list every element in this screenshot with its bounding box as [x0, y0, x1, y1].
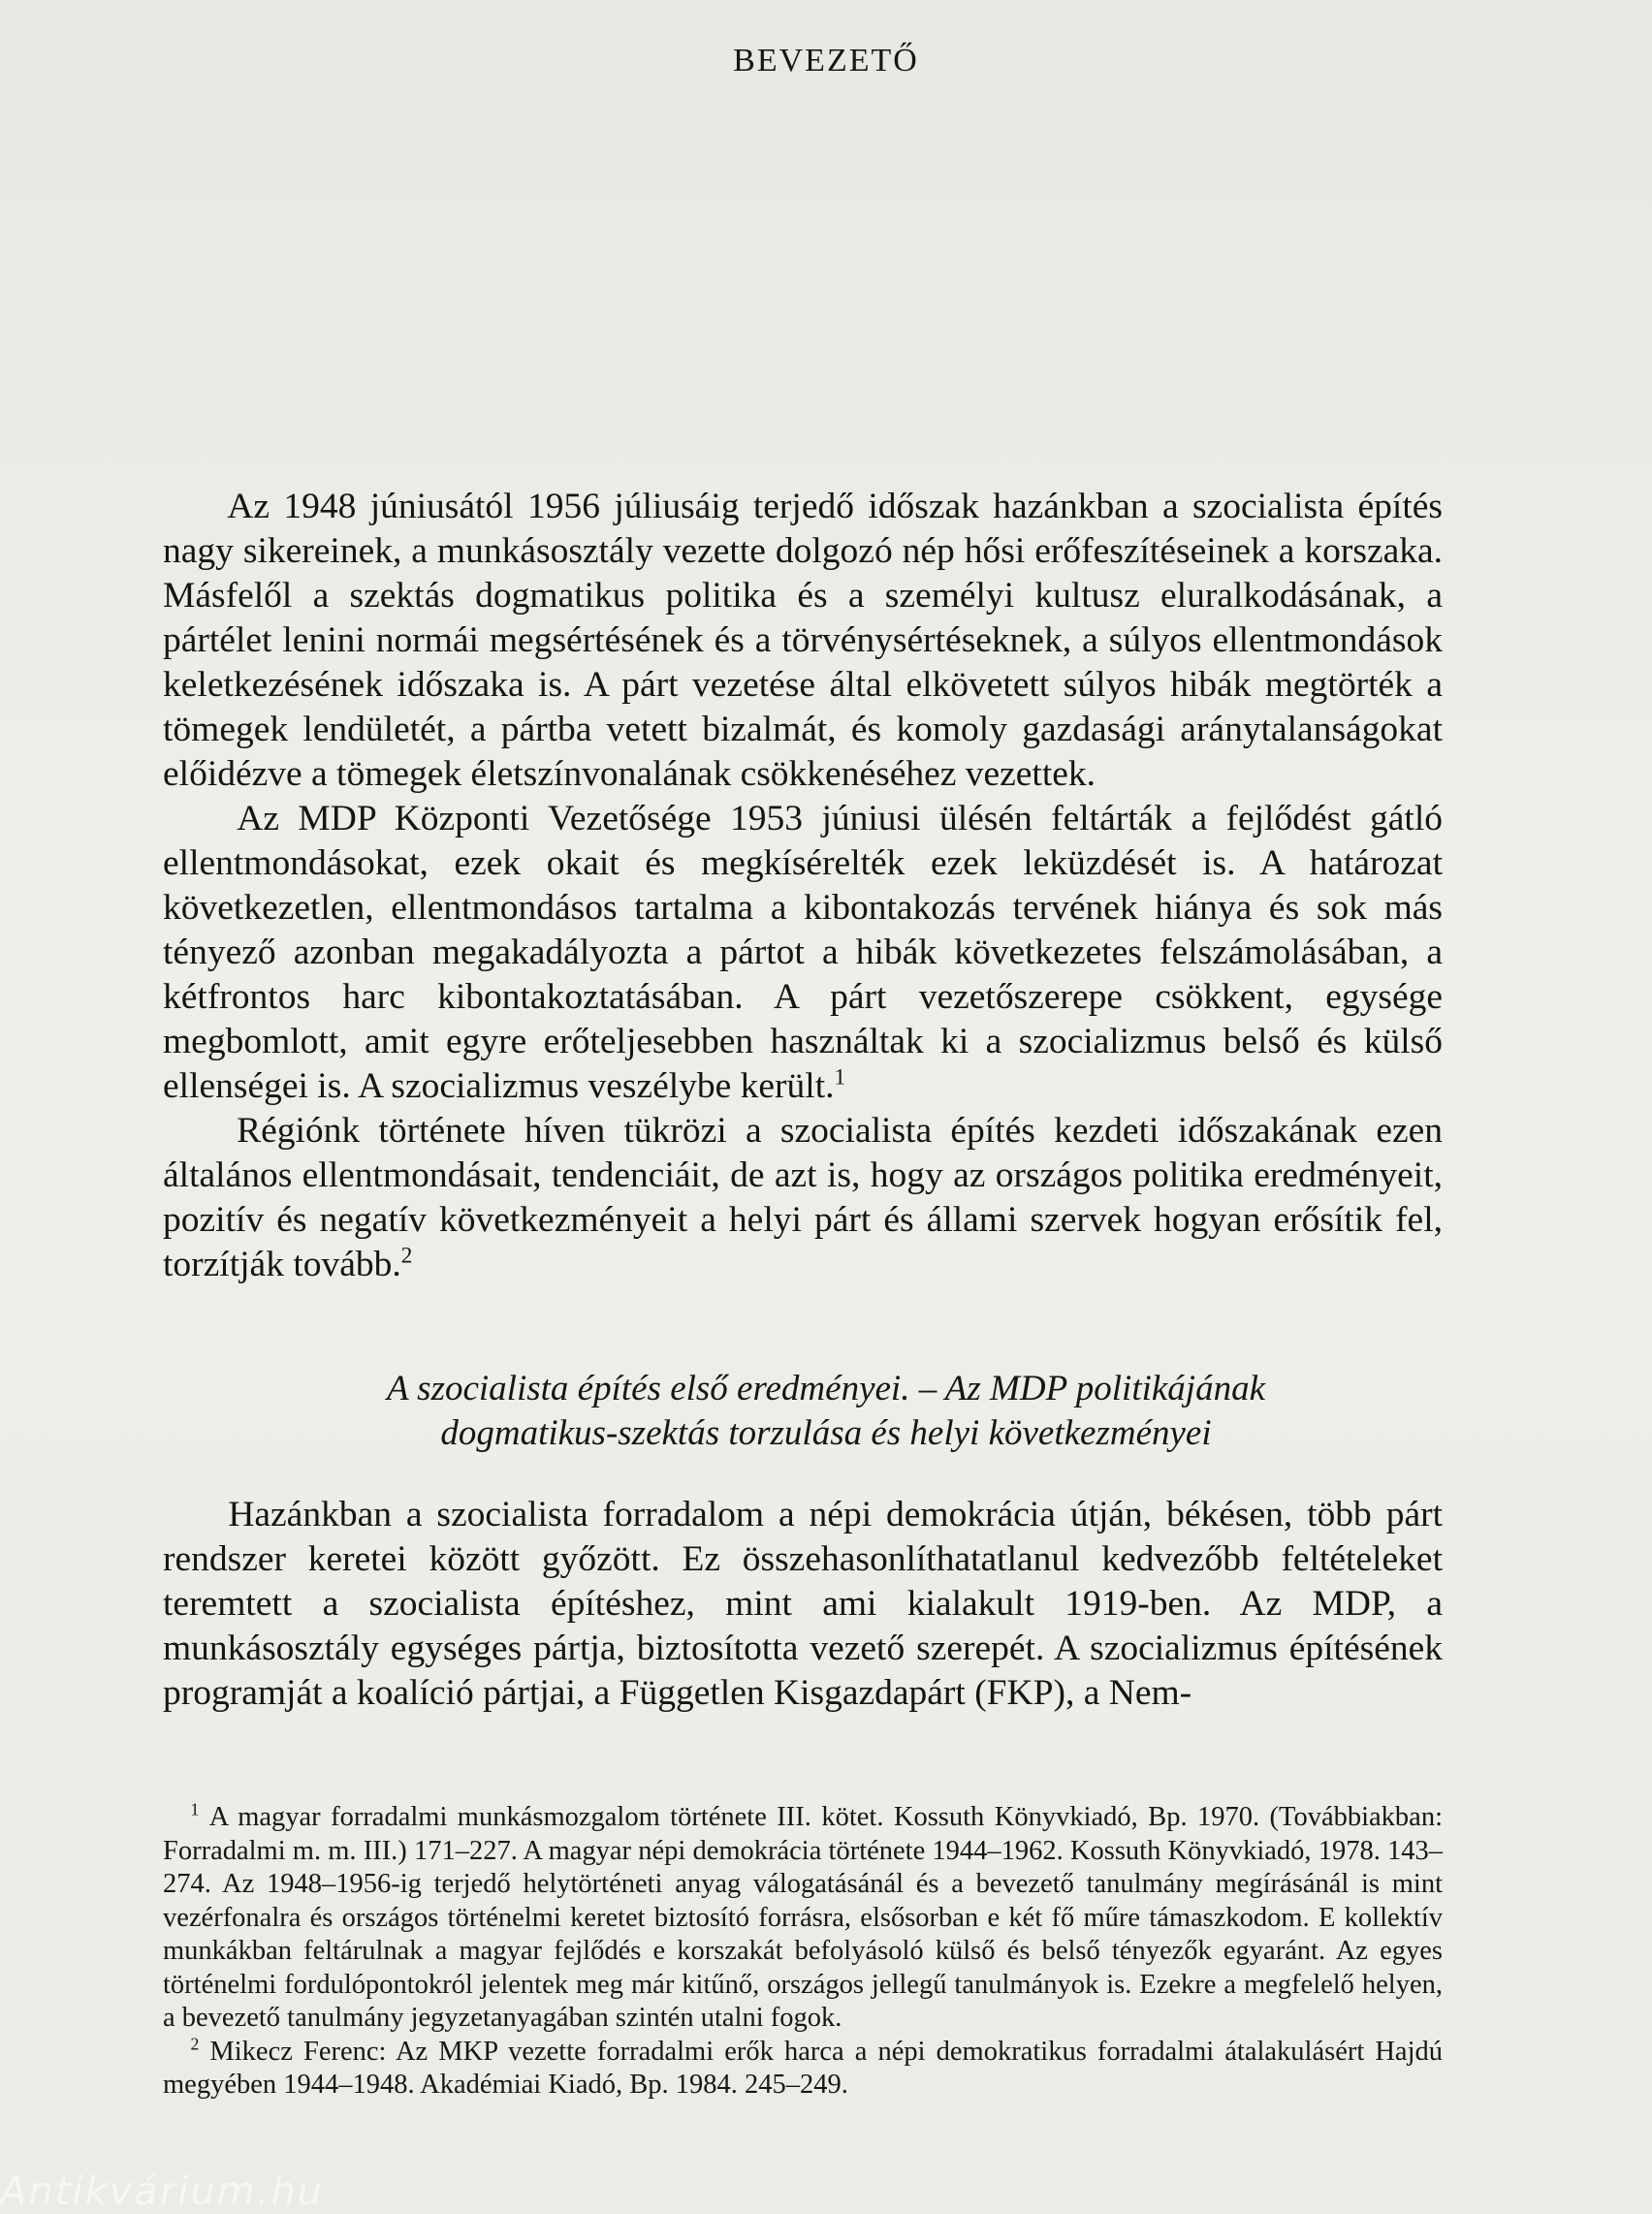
footnote-mark-2: 2 [190, 2034, 200, 2053]
section-heading [0, 1367, 1652, 1456]
footnote-mark-1: 1 [190, 1799, 200, 1819]
intro-text [163, 485, 1443, 1287]
footnote-2: $^2$ Mikecz Ferenc: Az MKP vezette forradalmi erők harca a népi demokratikus forradalmi átalakulásért Hajdú megyében 1944–1948. Akadémiai Kiadó, Bp. 1984. 245–249. [163, 2034, 1443, 2100]
intro-paragraph-2: Az MDP Központi Vezetősége 1953 júniusi ülésén feltárták a fejlődést gátló ellentmondásokat, ezek okait és megkísérelték ezek leküzdését is. A határozat következetlen, ellentmondásos tartalma a kibontakozás tervének hiánya és sok más tényező azonban megakadályozta a pártot a hibák következetes felszámolásában, a kétfrontos harc kibontakoztatásában. A párt vezetőszerepe csökkent, egysége megbomlott, amit egyre erőteljesebben használtak ki a szocializmus belső és külső ellenségei is. A szocializmus veszélybe került.$^1$ [163, 799, 1443, 1106]
footnote-ref-2: 2 [400, 1243, 413, 1269]
footnote-1: $^1$ A magyar forradalmi munkásmozgalom története III. kötet. Kossuth Könyvkiadó, Bp. 1970. (Továbbiakban: Forradalmi m. m. III.) 171–227. A magyar népi demokrácia története 1944–1962. Kossuth Könyvkiadó, 1978. 143–274. Az 1948–1956-ig terjedő helytörténeti anyag válogatásánál és a bevezető tanulmány megírásánál is mint vezérfonalra és országos történelmi keretet biztosító forrásra, elsősorban e két fő műre támaszkodom. E kollektív munkákban feltárulnak a magyar fejlődés e korszakát befolyásoló külső és belső tényezők egyaránt. Az egyes történelmi fordulópontokról jelentek meg már kitűnő, országos jellegű tanulmányok is. Ezekre a megfelelő helyen, a bevezető tanulmány jegyzetanyagában szintén utalni fogok. [163, 1799, 1443, 2033]
section-text [163, 1493, 1443, 1716]
section-paragraph-1: Hazánkban a szocialista forradalom a népi demokrácia útján, békésen, több párt rendszer keretei között győzött. Ez összehasonlíthatatlanul kedvezőbb feltételeket teremtett a szocialista építéshez, mint ami kialakult 1919-ben. Az MDP, a munkásosztály egységes pártja, biztosította vezető szerepét. A szocializmus építésének programját a koalíció pártjai, a Független Kisgazdapárt (FKP), a Nem- [163, 1495, 1444, 1713]
watermark: Antikvárium.hu [0, 2169, 325, 2214]
footnote-ref-1: 1 [834, 1064, 846, 1091]
footnotes [163, 1801, 1443, 2103]
section-heading-line-2: dogmatikus-szektás torzulása és helyi következményei [440, 1413, 1212, 1453]
page-title: BEVEZETŐ [733, 43, 919, 79]
section-heading-line-1: A szocialista építés első eredményei. – Az MDP politikájának [386, 1369, 1265, 1408]
intro-paragraph-3: Régiónk története híven tükrözi a szocialista építés kezdeti időszakának ezen általános ellentmondásait, tendenciáit, de azt is, hogy az országos politika eredményeit, pozitív és negatív következményeit a helyi párt és állami szervek hogyan erősítik fel, torzítják tovább.$^2$ [163, 1111, 1444, 1284]
intro-paragraph-1: Az 1948 júniusától 1956 júliusáig terjedő időszak hazánkban a szocialista építés nagy sikereinek, a munkásosztály vezette dolgozó nép hősi erőfeszítéseinek a korszaka. Másfelől a szektás dogmatikus politika és a személyi kultusz eluralkodásának, a pártélet lenini normái megsértésének és a törvénysértéseknek, a súlyos ellentmondások keletkezésének időszaka is. A párt vezetése által elkövetett súlyos hibák megtörték a tömegek lendületét, a pártba vetett bizalmát, és komoly gazdasági aránytalanságokat előidézve a tömegek életszínvonalának csökkenéséhez vezettek. [163, 487, 1443, 794]
